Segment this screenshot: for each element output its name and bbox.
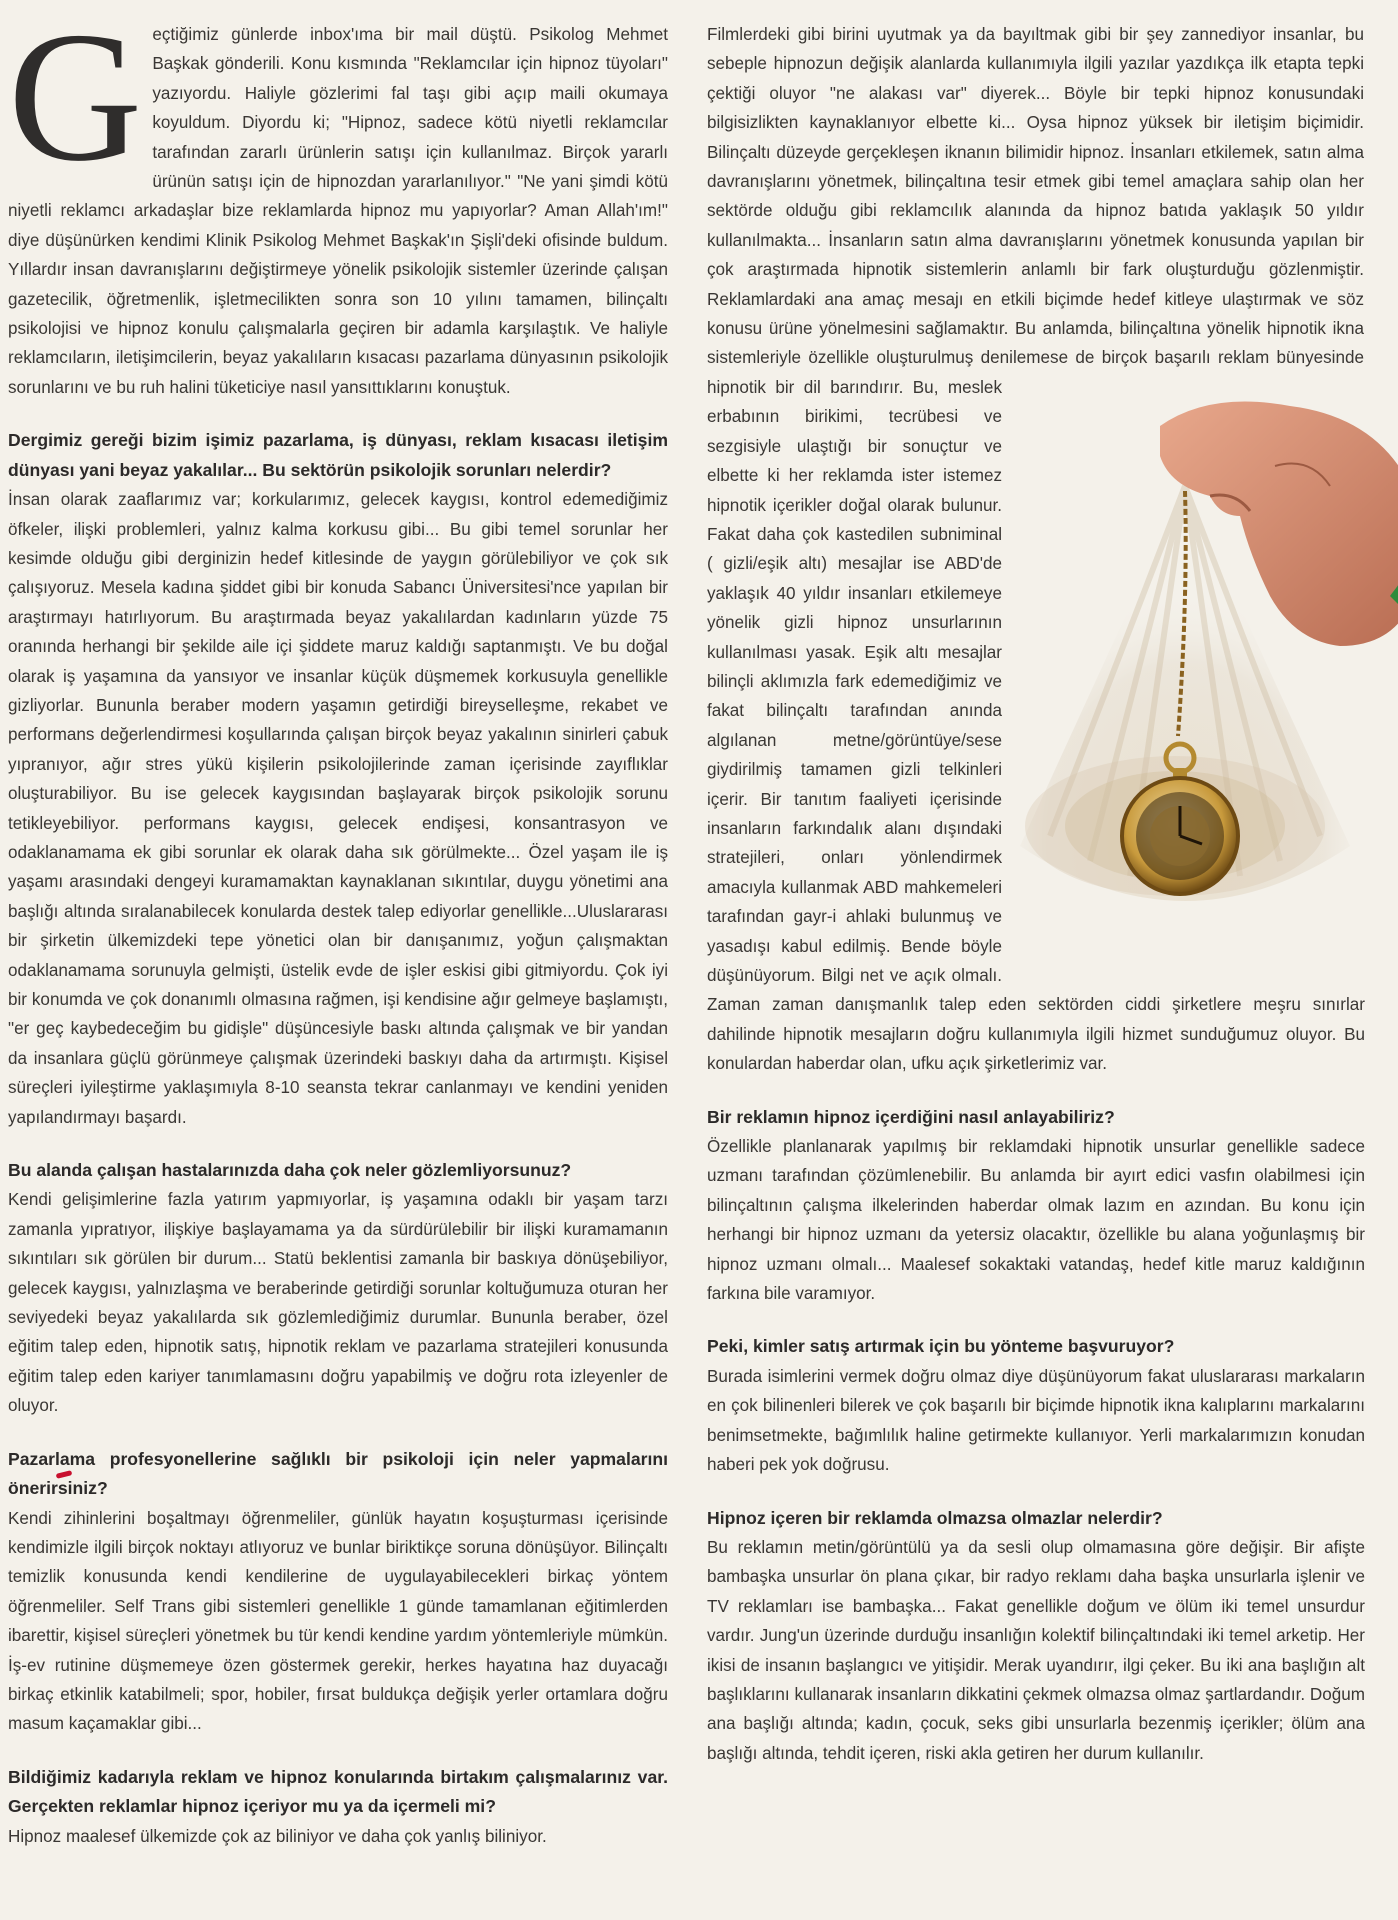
question-heading-1: Dergimiz gereği bizim işimiz pazarlama, iş dünyası, reklam kısacası iletişim dünyası yani beyaz yakalılar... Bu sektörün psikolojik sorunları nelerdir? [8,430,668,480]
pendulum-watch-image [1010,396,1398,986]
answer-paragraph-7: Bu reklamın metin/görüntülü ya da sesli olup olmamasına göre değişir. Bir afişte bambaşka unsurlar ön plana çıkar, bir radyo reklamı daha başka unsurlarla işlenir ve TV reklamları ise bambaşka... Fakat genellikle doğum ve ölüm iki temel unsurdur vardır. Jung'un üzerinde durduğu insanlığın kolektif bilinçaltındaki iki temel arketip. Her ikisi de insanın başlangıcı ve yitişidir. Merak uyandırır, ilgi çeker. Bu iki ana başlığın alt başlıklarını kullanarak insanların dikkatini çekmek olmazsa olmaz şartlardandır. Doğum ana başlığı altında; kadın, çocuk, seks gibi unsurlarla bezenmiş içerikler; ölüm ana başlığı altında, tehdit içeren, riski akla getiren her durum kullanılır. [707,1537,1365,1763]
answer-paragraph-4-continued: Filmlerdeki gibi birini uyutmak ya da bayıltmak gibi bir şey zannediyor insanlar, bu sebeple hipnozun değişik alanlarda kullanımıyla ilgili yazılar yazdıkça ilk etapta tepki çektiği oluyor "ne alakası var" diyerek... Böyle bir tepki hipnoz konusundaki bilgisizlikten kaynaklanıyor elbette ki... Oysa hipnoz yüksek bir iletişim biçimidir. Bilinçaltı düzeyde gerçekleşen iknanın bilimidir hipnoz. İnsanları etkilemek, satın alma davranışlarını yönetmek, bilinçaltına tesir etmek gibi temel amaçlara sahip olan her sektörde olduğu gibi reklamcılık alanında da hipnoz batıda yaklaşık 50 yıldır kullanılmakta... İnsanların satın alma davranışlarını yönetmek konusunda yapılan bir çok araştırmada hipnotik sistemlerin anlamlı bir fark oluşturduğu gözlenmiştir. Reklamlardaki ana amaç mesajı en etkili biçimde hedef kitleye ulaştırmak ve söz konusu ürüne yönelmesini sağlamaktır. Bu anlamda, bilinçaltına yönelik hipnotik ikna sistemleriyle özellikle oluşturulmuş denilemese de birçok başarılı reklam bünyesinde hipnotik bir dil barındırır. Bu, meslek erbabının birikimi, tecrübesi ve sezgisiyle ulaştığı bir sonuçtur ve elbette ki her reklamda ister istemez hipnotik içerikler doğal olarak bulunur. Fakat daha çok kastedilen subniminal ( gizli/eşik altı) mesajlar ise ABD'de yaklaşık 40 yıldır insanları etkilemeye yönelik gizli hipnoz unsurlarının kullanılması yasak. Eşik altı mesajlar bilinçli aklımızla fark edemediğimiz ve fakat bilinçaltı tarafından anında algılanan metne/görüntüye/sese giydirilmiş tamamen gizli telkinleri içerir. Bir tanıtım faaliyeti içerisinde insanların farkındalık alanı dışındaki stratejileri, onları yönlendirmek amacıyla kullanmak ABD mahkemeleri tarafından gayr-i ahlaki bulunmuş ve yasadışı kabul edilmiş. Bende böyle düşünüyorum. Bilgi net ve açık olmalı. Zaman zaman danışmanlık talep eden sektörden ciddi şirketlere meşru sınırlar dahilinde hipnotik mesajların doğru kullanımıyla ilgili hizmet sunduğumuz oluyor. Bu konulardan haberdar olan, ufku açık şirketlerimiz var. [707,25,1365,1074]
question-heading-3: Pazarlama profesyonellerine sağlıklı bir psikoloji için neler yapmalarını önerirsiniz? [8,1448,668,1499]
hypnosis-pendulum-illustration [1010,396,1398,986]
answer-paragraph-1: İnsan olarak zaaflarımız var; korkularımız, gelecek kaygısı, kontrol edemediğimiz öfkeler, ilişki problemleri, yalnız kalma korkusu gibi... Bu gibi temel sorunlar her kesimde olduğu gibi derginizin hedef kitlesinde de yaygın görülebiliyor ve çok sık çalışıyoruz. Mesela kadına şiddet gibi bir konuda Sabancı Üniversitesi'nce yapılan bir araştırmayı hatırlıyorum. Bu araştırmada beyaz yakalılardan kadınların yüzde 75 oranında herhangi bir şekilde aile içi şiddete maruz kaldığı saptanmıştı. Ve bu doğal olarak iş yaşamına da yansıyor ve insanlar küçük düşmemek korkusuyla genellikle gizliyorlar. Bununla beraber modern yaşamın getirdiği bireyselleşme, rekabet ve performans değerlendirmesi koşullarında çalışan birçok beyaz yakalının sinirleri çabuk yıpranıyor, ağır stres yükü kişilerin psikolojilerinde zaman içerisinde zayıflıklar oluşturabiliyor. Bu ise gelecek kaygısından başlayarak birçok psikolojik sorunu tetikleyebiliyor. performans kaygısı, gelecek endişesi, konsantrasyon ve odaklanamama ek gibi sorunlar ek olarak daha sık görülmekte... Özel yaşam ile iş yaşamı arasındaki dengeyi kuramamaktan kaynaklanan sıkıntılar, duygu yönetimi ana başlığı altında sıralanabilecek konularda destek talep ediyorlar genellikle...Uluslararası bir şirketin ülkemizdeki tepe yönetici olan bir danışanımız, yoğun çalışmaktan odaklanamama sorunuyla gelmişti, üstelik evde de işler eskisi gibi gitmiyordu. Çok iyi bir konumda ve çok donanımlı olmasına rağmen, işi kendisine ağır gelmeye başlamıştı, "er geç kaybedeceğim bu gidişle" düşüncesiyle baskı altında çalışmak ve bir yandan da insanlara güçlü görünmeye çalışmak üzerindeki baskıyı daha da artırmıştı. Kişisel süreçleri iyileştirme yaklaşımıyla 8-10 seansta tekrar canlanmayı ve kendini yeniden yapılandırmayı başardı. [8,490,668,1127]
left-column [8,0,668,1851]
intro-paragraph [8,0,668,402]
answer-paragraph-3: Kendi zihinlerini boşaltmayı öğrenmeliler, günlük hayatın koşuşturması içerisinde kendimizle ilgili birçok noktayı atlıyoruz ve bunlar biriktikçe soruna dönüşüyor. Bilinçaltı temizlik konusunda kendi kendilerine de uygulayabilecekleri birkaç yöntem öğrenmeliler. Self Trans gibi sistemleri genellikle 1 günde tamamlanan eğitimlerden ibarettir, kişisel süreçleri yönetmek bu tür kendi kendine yardım yöntemleriyle mümkün. İş-ev rutinine düşmemeye özen göstermek gerekir, herkes hayatına haz duyacağı birkaç etkinlik katabilmeli; spor, hobiler, fırsat buldukça değişik yerler ortamlara doğru masum kaçamaklar gibi... [8,1508,668,1734]
question-heading-4: Bildiğimiz kadarıyla reklam ve hipnoz konularında birtakım çalışmalarınız var. Gerçekten reklamlar hipnoz içeriyor mu ya da içermeli mi? [8,1766,668,1817]
question-heading-2: Bu alanda çalışan hastalarınızda daha çok neler gözlemliyorsunuz? [8,1160,572,1181]
question-heading-5: Bir reklamın hipnoz içerdiğini nasıl anlayabiliriz? [707,1106,1115,1127]
answer-paragraph-5: Özellikle planlanarak yapılmış bir reklamdaki hipnotik unsurlar genellikle sadece uzmanı tarafından çözümlenebilir. Bu anlamda bir ayırt edici vasfın olabilmesi için bilinçaltının çalışma ilkelerinden haberdar olmak lazım en azından. Bu konu için herhangi bir hipnoz uzmanı da yetersiz olacaktır, özellikle bu alana yoğunlaşmış bir hipnoz uzmanı olmalı... Maalesef sokaktaki vatandaş, hedef kitle maruz kaldığının farkına bile varamıyor. [707,1137,1365,1304]
drop-cap: G [8,0,143,200]
answer-paragraph-4-start: Hipnoz maalesef ülkemizde çok az biliniyor ve daha çok yanlış biliniyor. [8,1826,547,1846]
intro-text: eçtiğimiz günlerde inbox'ıma bir mail düştü. Psikolog Mehmet Başkak gönderili. Konu kısmında "Reklamcılar için hipnoz tüyoları" yazıyordu. Haliyle gözlerimi fal taşı gibi açıp maili okumaya koyuldum. Diyordu ki; "Hipnoz, sadece kötü niyetli reklamcılar tarafından zararlı ürünlerin satışı için kullanılmaz. Birçok yararlı ürünün satışı için de hipnozdan yararlanılıyor." "Ne yani şimdi kötü niyetli reklamcı arkadaşlar bize reklamlarda hipnoz mu yapıyorlar? Aman Allah'ım!" diye düşünürken kendimi Klinik Psikolog Mehmet Başkak'ın Şişli'deki ofisinde buldum. Yıllardır insan davranışlarını değiştirmeye yönelik psikolojik sistemler üzerinde çalışan gazetecilik, öğretmenlik, işletmecilikten sonra son 10 yılını tamamen, bilinçaltı psikolojisi ve hipnoz konulu çalışmalarla geçiren bir adamla karşılaştık. Ve haliyle reklamcıların, iletişimcilerin, beyaz yakalıların kısacası pazarlama dünyasının psikolojik sorunlarını ve bu ruh halini tüketiciye nasıl yansıttıklarını konuştuk. [8,25,668,397]
answer-paragraph-6: Burada isimlerini vermek doğru olmaz diye düşünüyorum fakat uluslararası markaların en çok bilinenleri bilerek ve çok başarılı bir biçimde hipnotik ikna kalıplarını markalarını benimsetmekte, bağımlılık haline getirmekte kullanıyor. Yerli markalarımızın konudan haberi pek yok doğrusu. [707,1366,1365,1475]
question-heading-7: Hipnoz içeren bir reklamda olmazsa olmazlar nelerdir? [707,1507,1163,1528]
right-column [707,20,1365,1768]
answer-paragraph-2: Kendi gelişimlerine fazla yatırım yapmıyorlar, iş yaşamına odaklı bir yaşam tarzı zamanla yıpratıyor, ilişkiye başlayamama ya da sürdürülebilir bir ilişki kuramamanın sıkıntıları sık görülen bir durum... Statü beklentisi zamanla bir baskıya dönüşebiliyor, gelecek kaygısı, yalnızlaşma ve beraberinde getirdiği sorunlar koltuğumuza oturan her seviyedeki beyaz yakalılarda sık gözlemlediğimiz durumlar. Bununla beraber, özel eğitim talep eden, hipnotik satış, hipnotik reklam ve pazarlama stratejileri konusunda eğitim talep eden kariyer tanımlamasını doğru yapabilmiş ve doğru rota izleyenler de oluyor. [8,1190,668,1416]
question-heading-6: Peki, kimler satış artırmak için bu yönteme başvuruyor? [707,1336,1175,1357]
